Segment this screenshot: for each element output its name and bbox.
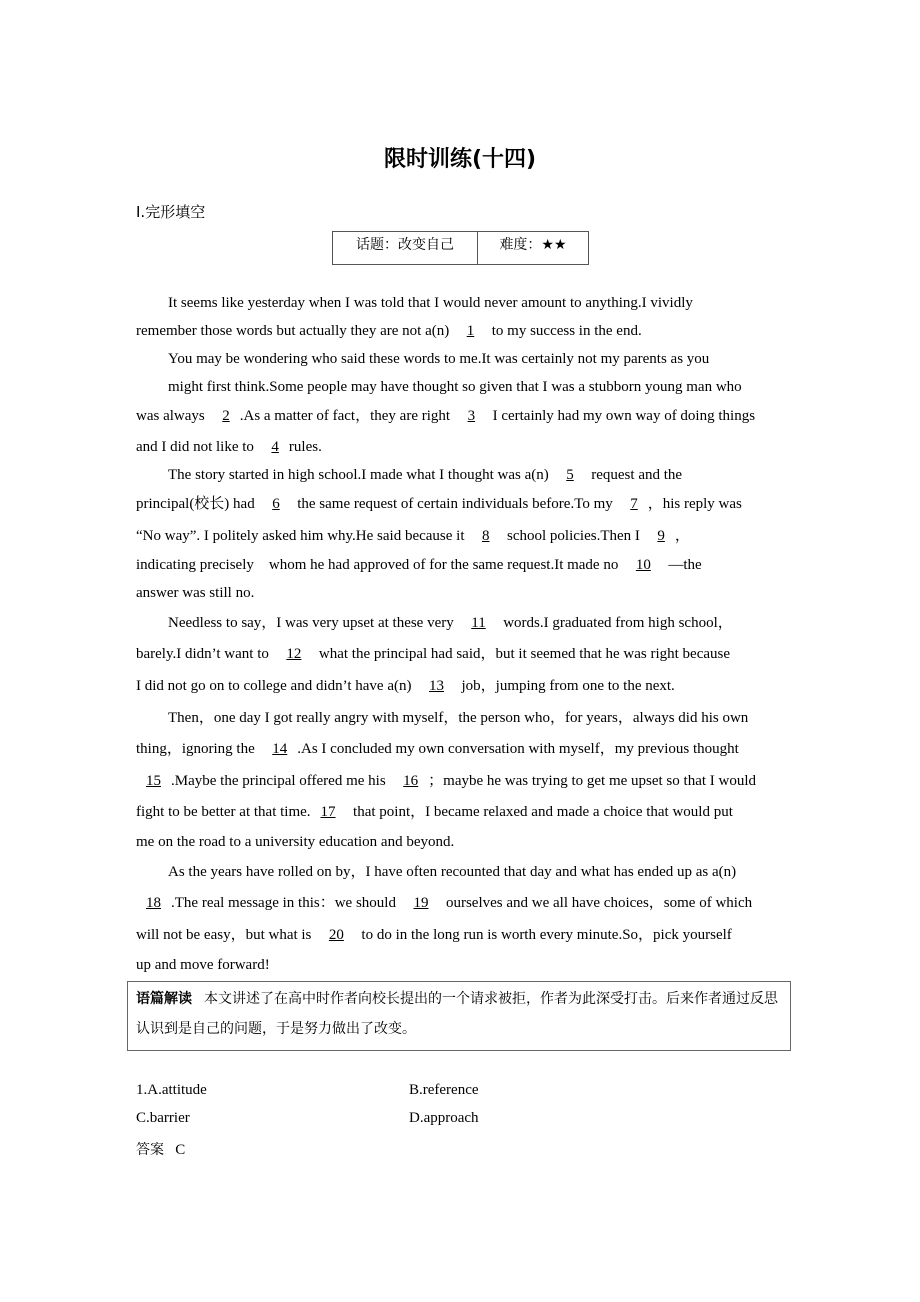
answer-label: 答案 (136, 1142, 164, 1158)
passage-line (136, 740, 739, 758)
passage-text: the same request of certain individuals before.To my (289, 496, 621, 512)
blank-2: 2 (222, 408, 230, 424)
passage-text: ourselves and we all have choices，some of which (438, 895, 753, 911)
option-d: D.approach (409, 1110, 479, 1126)
passage-text: It seems like yesterday when I was told that I would never amount to anything.I vividly (168, 295, 693, 311)
passage-line (136, 926, 732, 944)
passage-text: “No way”. I politely asked him why.He said because it (136, 528, 473, 544)
passage-line (136, 894, 752, 912)
passage-text: request and the (583, 467, 683, 483)
passage-line (136, 677, 675, 695)
passage-line (168, 378, 742, 396)
blank-4: 4 (271, 439, 279, 455)
option-c: C.barrier (136, 1110, 190, 1126)
passage-text: As the years have rolled on by，I have often recounted that day and what has ended up as a(n) (168, 864, 737, 880)
blank-17: 17 (320, 804, 336, 820)
passage-text: to my success in the end. (484, 323, 642, 339)
blank-14: 14 (272, 741, 288, 757)
passage-text: rules. (288, 439, 322, 455)
blank-9: 9 (657, 528, 665, 544)
blank-8: 8 (482, 528, 490, 544)
passage-line (168, 350, 709, 368)
passage-text: answer was still no. (136, 585, 255, 601)
passage-line (168, 863, 736, 881)
passage-text: .As I concluded my own conversation with myself，my previous thought (297, 741, 739, 757)
page-title: 限时训练(十四) (383, 147, 537, 172)
passage-text: what the principal had said，but it seemed that he was right because (311, 646, 731, 662)
passage-text: Needless to say，I was very upset at these very (168, 615, 462, 631)
blank-5: 5 (566, 467, 574, 483)
passage-text: barely.I didn’t want to (136, 646, 277, 662)
passage-text: thing，ignoring the (136, 741, 263, 757)
blank-7: 7 (630, 496, 638, 512)
passage-text: me on the road to a university education and beyond. (136, 834, 455, 850)
passage-text: The story started in high school.I made what I thought was a(n) (168, 467, 557, 483)
passage-line (168, 294, 693, 312)
passage-line (136, 527, 690, 545)
passage-line (136, 556, 702, 574)
passage-text: —the (660, 557, 702, 573)
answer-value: C (175, 1142, 186, 1158)
passage-text: that point，I became relaxed and made a choice that would put (345, 804, 733, 820)
passage-text: I certainly had my own way of doing things (485, 408, 756, 424)
passage-text: principal(校长) had (136, 496, 263, 512)
passage-line (136, 772, 756, 790)
passage-text: and I did not like to (136, 439, 262, 455)
passage-text: job，jumping from one to the next. (454, 678, 675, 694)
passage-text: school policies.Then I (499, 528, 648, 544)
answer (136, 1139, 185, 1159)
passage-text: remember those words but actually they are not a(n) (136, 323, 457, 339)
passage-text: ， (674, 528, 690, 544)
passage-line (136, 645, 730, 663)
passage-line (136, 495, 742, 513)
section-heading: Ⅰ.完形填空 (136, 203, 206, 221)
blank-10: 10 (635, 557, 651, 573)
passage-line (136, 833, 454, 851)
blank-13: 13 (429, 678, 444, 694)
blank-20: 20 (328, 927, 344, 943)
passage-line (136, 407, 755, 425)
passage-text: ，his reply was (647, 496, 742, 512)
passage-text: .As a matter of fact，they are right (239, 408, 458, 424)
info-box (332, 231, 589, 265)
blank-1: 1 (466, 323, 475, 339)
passage-line (136, 803, 733, 821)
blank-19: 19 (413, 895, 429, 911)
passage-text: fight to be better at that time. (136, 804, 311, 820)
summary-box (127, 981, 791, 1051)
passage-text: .Maybe the principal offered me his (171, 773, 394, 789)
blank-3: 3 (467, 408, 476, 424)
passage-line (168, 614, 733, 632)
passage-line (136, 322, 642, 340)
passage-line (168, 466, 682, 484)
summary-text: 本文讲述了在高中时作者向校长提出的一个请求被拒，作者为此深受打击。后来作者通过反思认识到是自己的问题，于是努力做出了改变。 (136, 991, 778, 1037)
passage-text: up and move forward! (136, 957, 270, 973)
passage-text: indicating precisely whom he had approved of for the same request.It made no (136, 557, 626, 573)
passage-text: words.I graduated from high school， (495, 615, 733, 631)
blank-18: 18 (146, 895, 161, 911)
passage-text: I did not go on to college and didn’t have a(n) (136, 678, 419, 694)
passage-text: will not be easy，but what is (136, 927, 319, 943)
blank-6: 6 (272, 496, 280, 512)
option-b: B.reference (409, 1082, 479, 1098)
blank-15: 15 (146, 773, 161, 789)
blank-11: 11 (471, 615, 486, 631)
option-a: 1.A.attitude (136, 1082, 207, 1098)
passage-text: to do in the long run is worth every minute.So，pick yourself (353, 927, 732, 943)
passage-text: .The real message in this：we should (171, 895, 404, 911)
difficulty-cell: 难度：★★ (499, 237, 567, 253)
blank-12: 12 (286, 646, 302, 662)
passage-text: might first think.Some people may have thought so given that I was a stubborn young man who (168, 379, 742, 395)
passage-line (136, 956, 270, 974)
blank-16: 16 (403, 773, 419, 789)
passage-text: was always (136, 408, 213, 424)
passage-line (136, 584, 254, 602)
topic-cell: 话题：改变自己 (333, 232, 478, 264)
passage-text: You may be wondering who said these words to me.It was certainly not my parents as you (168, 351, 710, 367)
passage-text: Then，one day I got really angry with myself，the person who，for years，always did his own (168, 710, 749, 726)
summary-label: 语篇解读 (136, 991, 192, 1007)
passage-text: ；maybe he was trying to get me upset so that I would (428, 773, 757, 789)
passage-line (168, 709, 748, 727)
passage-line (136, 438, 322, 456)
